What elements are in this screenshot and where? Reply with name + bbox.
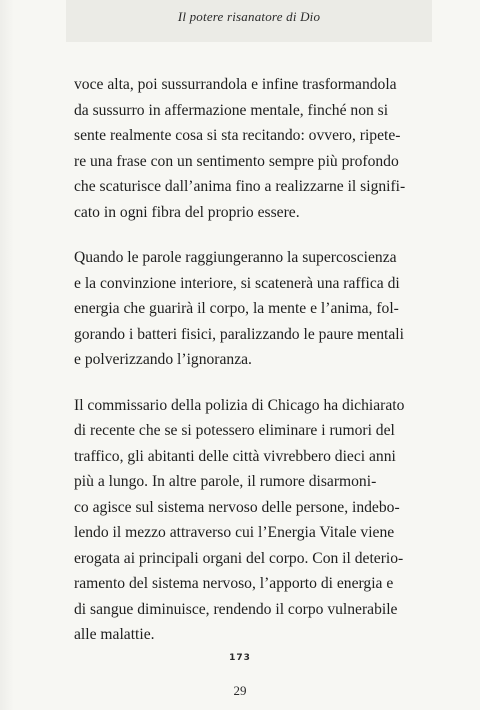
text-line: cato in ogni fibra del proprio essere. bbox=[74, 203, 300, 221]
folio-mark: 173 bbox=[229, 653, 251, 663]
text-line: e polverizzando l’ignoranza. bbox=[74, 351, 252, 368]
page-number: 29 bbox=[233, 683, 247, 698]
text-line: ramento del sistema nervoso, l’apporto di energia e bbox=[74, 575, 394, 592]
text-line: sente realmente cosa si sta recitando: ovvero, ripete- bbox=[74, 127, 401, 144]
paragraph-3 bbox=[74, 393, 419, 648]
text-line: e la convinzione interiore, si scatenerà una raffica di bbox=[74, 274, 400, 292]
text-line: erogata ai principali organi del corpo. Con il deterio- bbox=[74, 549, 404, 567]
text-line: di sangue diminuisce, rendendo il corpo vulnerabile bbox=[74, 600, 398, 618]
text-line: da sussurro in affermazione mentale, finché non si bbox=[74, 101, 389, 119]
paragraph-2 bbox=[74, 245, 419, 373]
text-line: lendo il mezzo attraverso cui l’Energia Vitale viene bbox=[74, 524, 395, 541]
text-line: energia che guarirà il corpo, la mente e l’anima, fol- bbox=[74, 300, 399, 317]
text-line: di recente che se si potessero eliminare i rumori del bbox=[74, 422, 395, 439]
text-line: alle malattie. bbox=[74, 626, 155, 643]
text-line: più a lungo. In altre parole, il rumore disarmoni- bbox=[74, 473, 377, 490]
text-line: co agisce sul sistema nervoso delle persone, indebo- bbox=[74, 498, 400, 516]
text-line: Quando le parole raggiungeranno la supercoscienza bbox=[74, 249, 397, 266]
text-line: voce alta, poi sussurrandola e infine trasformandola bbox=[74, 76, 397, 93]
text-line: re una frase con un sentimento sempre più profondo bbox=[74, 152, 399, 170]
text-line: Il commissario della polizia di Chicago ha dichiarato bbox=[74, 396, 405, 414]
text-line: gorando i batteri fisici, paralizzando le paure mentali bbox=[74, 325, 404, 343]
running-header-title: Il potere risanatore di Dio bbox=[177, 9, 321, 24]
paragraph-1 bbox=[74, 72, 419, 225]
text-line: che scaturisce dall’anima fino a realizzarne il signifi- bbox=[74, 178, 406, 195]
text-line: traffico, gli abitanti delle città vivrebbero dieci anni bbox=[74, 447, 396, 465]
running-header bbox=[66, 0, 432, 42]
body-text bbox=[74, 72, 419, 666]
